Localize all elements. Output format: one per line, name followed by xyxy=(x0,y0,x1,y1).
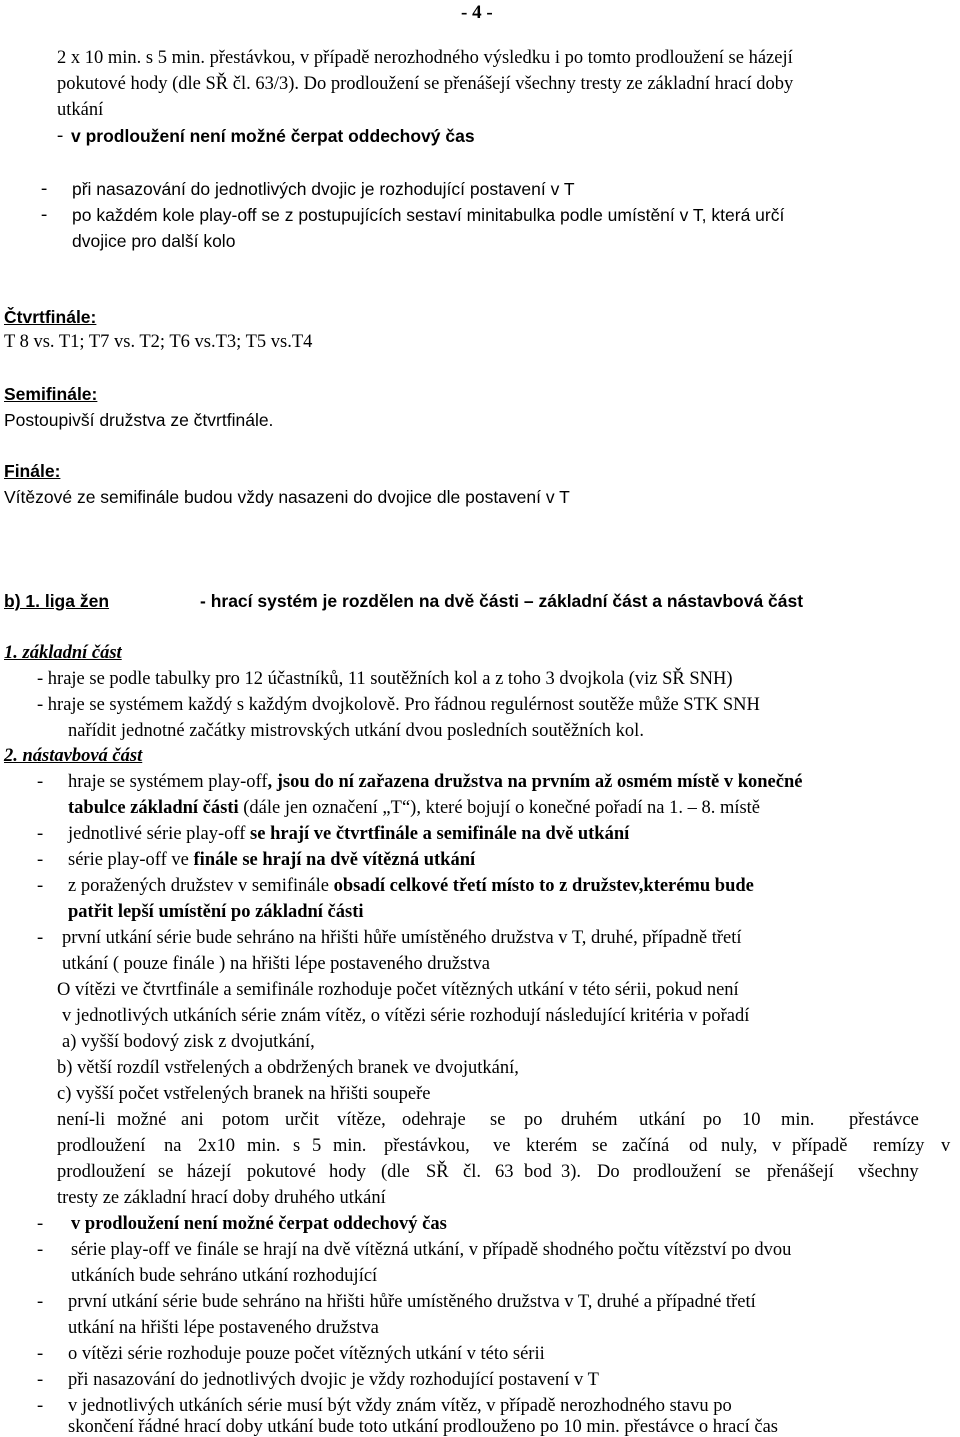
page-number: - 4 - xyxy=(461,2,493,23)
nastavbova-line-1c: na prvním až osmém místě v konečné xyxy=(507,772,803,792)
nastavbova-line-10: v jednotlivých utkáních série znám vítěz, o vítězi série rozhodují následující kritéria v pořadí xyxy=(62,1006,750,1026)
nastavbova-line-4b: finále se hrají na dvě vítězná utkání xyxy=(193,850,476,870)
w-5: 5 xyxy=(312,1136,322,1156)
criterion-b: b) větší rozdíl vstřelených a obdržených branek ve dvojutkání, xyxy=(57,1058,519,1078)
w-pripade: případě xyxy=(792,1136,848,1156)
w-min: min. xyxy=(781,1110,815,1130)
nastavbova-line-23: skončení řádné hrací doby utkání bude toto utkání prodlouženo po 10 min. přestávce o hrací čas xyxy=(68,1417,778,1437)
nastavbova-line-18: první utkání série bude sehráno na hřišti hůře umístěného družstva v T, druhé a případné třetí xyxy=(68,1292,756,1312)
finale-heading: Finále: xyxy=(4,461,61,481)
bullet-dash: - xyxy=(37,1214,44,1234)
intro-line-7: dvojice pro další kolo xyxy=(72,231,236,251)
nastavbova-line-17: utkáních bude sehráno utkání rozhodující xyxy=(71,1266,378,1286)
w-nuly: nuly, xyxy=(721,1136,758,1156)
w-se: se xyxy=(490,1110,506,1130)
w-v: v xyxy=(772,1136,782,1156)
bullet-dash: - xyxy=(41,205,48,225)
nastavbova-line-9: O vítězi ve čtvrtfinále a semifinále rozhoduje počet vítězných utkání v této sérii, pokud není xyxy=(57,980,739,1000)
w-urcit: určit xyxy=(285,1110,319,1130)
nastavbova-line-2b: (dále jen označení „T“), které bojují o konečné pořadí na 1. – 8. místě xyxy=(238,798,761,818)
intro-line-4: v prodloužení není možné čerpat oddechový čas xyxy=(71,126,475,146)
w-prodlouzeni: prodloužení xyxy=(57,1136,146,1156)
w-od: od xyxy=(689,1136,708,1156)
liga-label: b) 1. liga žen xyxy=(4,591,110,611)
w-hody: hody xyxy=(329,1162,366,1182)
nastavbova-line-16: série play-off ve finále se hrají na dvě vítězná utkání, v případě shodného počtu vítězství po dvou xyxy=(71,1240,792,1260)
nastavbova-line-5b: obsadí celkové třetí místo to z družstev,kterému bude xyxy=(333,876,754,896)
w-po1: po xyxy=(524,1110,543,1130)
w-odehraje: odehraje xyxy=(402,1110,466,1130)
intro-line-2: pokutové hody (dle SŘ čl. 63/3). Do prodloužení se přenášejí všechny tresty ze základní hrací doby xyxy=(57,74,794,94)
intro-line-3: utkání xyxy=(57,100,104,120)
criterion-a: a) vyšší bodový zisk z dvojutkání, xyxy=(62,1032,315,1052)
intro-line-1: 2 x 10 min. s 5 min. přestávkou, v případě nerozhodného výsledku i po tomto prodloužení se házejí xyxy=(57,48,793,68)
w-se2: se xyxy=(592,1136,608,1156)
w-kterem: kterém xyxy=(526,1136,578,1156)
w-remizy: remízy xyxy=(873,1136,925,1156)
nastavbova-line-5 xyxy=(68,877,754,896)
w-do: Do xyxy=(597,1162,620,1182)
w-cl: čl. xyxy=(463,1162,481,1182)
w-dle: (dle xyxy=(381,1162,410,1182)
nastavbova-heading: 2. nástavbová část xyxy=(4,746,143,766)
w-zacina: začíná xyxy=(622,1136,670,1156)
finale-text: Vítězové ze semifinále budou vždy nasazeni do dvojice dle postavení v T xyxy=(4,487,570,507)
nastavbova-line-4 xyxy=(68,851,475,870)
w-mozne: možné xyxy=(117,1110,167,1130)
w-na: na xyxy=(164,1136,182,1156)
intro-line-5: při nasazování do jednotlivých dvojic je rozhodující postavení v T xyxy=(72,179,575,199)
nastavbova-line-1b: , jsou do ní zařazena družstva xyxy=(267,772,508,792)
nastavbova-line-15: v prodloužení není možné čerpat oddechový čas xyxy=(71,1214,447,1234)
w-2x10: 2x10 xyxy=(198,1136,235,1156)
nastavbova-line-2 xyxy=(68,799,760,818)
zakladni-line-3: nařídit jednotné začátky mistrovských utkání dvou posledních soutěžních kol. xyxy=(68,721,644,741)
nastavbova-line-1a: hraje se systémem play-off xyxy=(68,772,268,792)
bullet-dash: - xyxy=(37,850,44,870)
criterion-c: c) vyšší počet vstřelených branek na hřišti soupeře xyxy=(57,1084,431,1104)
nastavbova-line-7: první utkání série bude sehráno na hřišti hůře umístěného družstva v T, druhé, případně třetí xyxy=(62,928,742,948)
nastavbova-line-3a: jednotlivé série play-off xyxy=(68,824,251,844)
bullet-dash: - xyxy=(37,1292,44,1312)
w-min3: min. xyxy=(333,1136,367,1156)
bullet-dash: - xyxy=(37,928,44,948)
w-3: 3). xyxy=(561,1162,582,1182)
w-pokutove: pokutové xyxy=(247,1162,316,1182)
w-utkani: utkání xyxy=(639,1110,686,1130)
w-se3: se xyxy=(158,1162,174,1182)
liga-description: - hrací systém je rozdělen na dvě části – základní část a nástavbová část xyxy=(200,591,804,611)
nastavbova-line-21: při nasazování do jednotlivých dvojic je vždy rozhodující postavení v T xyxy=(68,1370,599,1390)
nastavbova-line-3b: se hrají ve čtvrtfinále a semifinále na dvě utkání xyxy=(250,824,630,844)
bullet-dash: - xyxy=(37,772,44,792)
nastavbova-line-8: utkání ( pouze finále ) na hřišti lépe postaveného družstva xyxy=(62,954,490,974)
w-sr: SŘ xyxy=(426,1162,449,1182)
ctvrtfinale-text: T 8 vs. T1; T7 vs. T2; T6 vs.T3; T5 vs.T4 xyxy=(4,332,313,352)
nastavbova-line-4a: série play-off ve xyxy=(68,850,194,870)
zakladni-heading: 1. základní část xyxy=(4,643,122,663)
w-v2: v xyxy=(941,1136,951,1156)
nastavbova-line-6: patřit lepší umístění po základní části xyxy=(68,902,364,922)
semifinale-heading: Semifinále: xyxy=(4,384,98,404)
w-bod: bod xyxy=(524,1162,552,1182)
nastavbova-line-22: v jednotlivých utkáních série musí být vždy znám vítěz, v případě nerozhodného stavu po xyxy=(68,1396,732,1416)
w-min2: min. xyxy=(247,1136,281,1156)
bullet-dash: - xyxy=(37,1240,44,1260)
w-se4: se xyxy=(735,1162,751,1182)
ctvrtfinale-heading: Čtvrtfinále: xyxy=(4,307,97,327)
w-druhem: druhém xyxy=(561,1110,618,1130)
w-vsechny: všechny xyxy=(858,1162,919,1182)
semifinale-text: Postoupivší družstva ze čtvrtfinále. xyxy=(4,410,274,430)
bullet-dash: - xyxy=(37,824,44,844)
bullet-dash: - xyxy=(37,1344,44,1364)
nastavbova-line-19: utkání na hřišti lépe postaveného družstva xyxy=(68,1318,379,1338)
bullet-dash: - xyxy=(37,1370,44,1390)
w-ani: ani xyxy=(181,1110,204,1130)
nastavbova-line-5a: z poražených družstev v semifinále xyxy=(68,876,334,896)
nastavbova-line-3 xyxy=(68,825,629,844)
bullet-dash: - xyxy=(37,1396,44,1416)
w-prestavce: přestávce xyxy=(849,1110,919,1130)
w-63: 63 xyxy=(495,1162,514,1182)
w-prenaseji: přenášejí xyxy=(767,1162,834,1182)
w-prodlouzeni2: prodloužení xyxy=(57,1162,146,1182)
nastavbova-line-2a: tabulce základní části xyxy=(68,798,239,818)
zakladni-line-2: - hraje se systémem každý s každým dvojkolově. Pro řádnou regulérnost soutěže může STK SNH xyxy=(37,695,760,715)
w-hazeji: házejí xyxy=(187,1162,232,1182)
intro-line-6: po každém kole play-off se z postupujících sestaví minitabulka podle umístění v T, která určí xyxy=(72,205,785,225)
w-ve: ve xyxy=(493,1136,511,1156)
w-prestavkou: přestávkou, xyxy=(384,1136,470,1156)
bullet-dash: - xyxy=(41,179,48,199)
w-10: 10 xyxy=(742,1110,761,1130)
w-neni-li: není-li xyxy=(57,1110,106,1130)
w-potom: potom xyxy=(222,1110,270,1130)
w-prodlouzeni3: prodloužení xyxy=(633,1162,722,1182)
nastavbova-line-20: o vítězi série rozhoduje pouze počet vítězných utkání v této sérii xyxy=(68,1344,545,1364)
w-s: s xyxy=(293,1136,301,1156)
nastavbova-line-14: tresty ze základní hrací doby druhého utkání xyxy=(57,1188,386,1208)
zakladni-line-1: - hraje se podle tabulky pro 12 účastníků, 11 soutěžních kol a z toho 3 dvojkola (viz SŘ SNH) xyxy=(37,669,733,689)
w-po2: po xyxy=(703,1110,722,1130)
bullet-dash: - xyxy=(57,126,64,146)
w-viteze: vítěze, xyxy=(337,1110,386,1130)
nastavbova-line-1 xyxy=(68,773,802,792)
bullet-dash: - xyxy=(37,876,44,896)
